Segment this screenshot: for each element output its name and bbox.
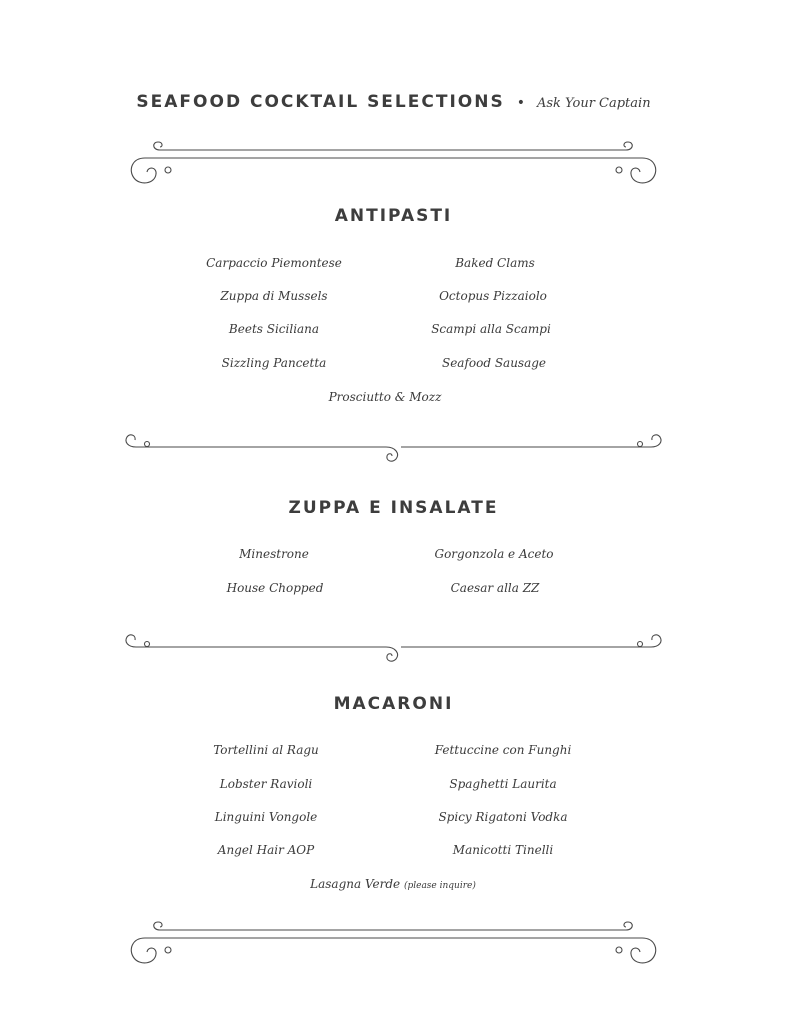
menu-item: Spaghetti Laurita <box>449 777 557 791</box>
separator-dot: • <box>516 95 525 111</box>
menu-item: Carpaccio Piemontese <box>206 256 342 270</box>
menu-item: Baked Clams <box>455 256 535 270</box>
ornament-divider-middle <box>0 430 787 470</box>
header-note: Ask Your Captain <box>536 96 651 111</box>
menu-item: Beets Siciliana <box>228 322 320 336</box>
menu-item: Zuppa di Mussels <box>220 289 328 303</box>
section-title-antipasti: ANTIPASTI <box>334 206 453 226</box>
ornament-divider-middle <box>0 630 787 670</box>
menu-item-note: (please inquire) <box>403 881 476 891</box>
menu-item-lasagna <box>310 877 476 891</box>
menu-item: Fettuccine con Funghi <box>434 743 572 757</box>
menu-item: Prosciutto & Mozz <box>328 390 442 404</box>
menu-item: Lobster Ravioli <box>219 777 313 791</box>
menu-item: Gorgonzola e Aceto <box>434 547 554 561</box>
menu-item-label: Lasagna Verde <box>310 877 401 891</box>
menu-item: Spicy Rigatoni Vodka <box>438 810 568 824</box>
menu-item: Minestrone <box>239 547 309 561</box>
section-title-zuppa: ZUPPA E INSALATE <box>288 498 499 518</box>
page-title: SEAFOOD COCKTAIL SELECTIONS <box>136 92 505 112</box>
menu-item: Sizzling Pancetta <box>221 356 327 370</box>
header-line <box>0 92 787 112</box>
menu-item: Caesar alla ZZ <box>450 581 540 595</box>
menu-item: Linguini Vongole <box>214 810 318 824</box>
menu-item: Scampi alla Scampi <box>431 322 551 336</box>
menu-item: House Chopped <box>226 581 324 595</box>
menu-item: Tortellini al Ragu <box>213 743 319 757</box>
menu-item: Octopus Pizzaiolo <box>439 289 547 303</box>
menu-item: Manicotti Tinelli <box>452 843 554 857</box>
ornament-divider-top <box>0 138 787 198</box>
menu-item: Seafood Sausage <box>441 356 547 370</box>
menu-item: Angel Hair AOP <box>217 843 315 857</box>
section-title-macaroni: MACARONI <box>333 694 454 714</box>
ornament-divider-bottom <box>0 918 787 978</box>
